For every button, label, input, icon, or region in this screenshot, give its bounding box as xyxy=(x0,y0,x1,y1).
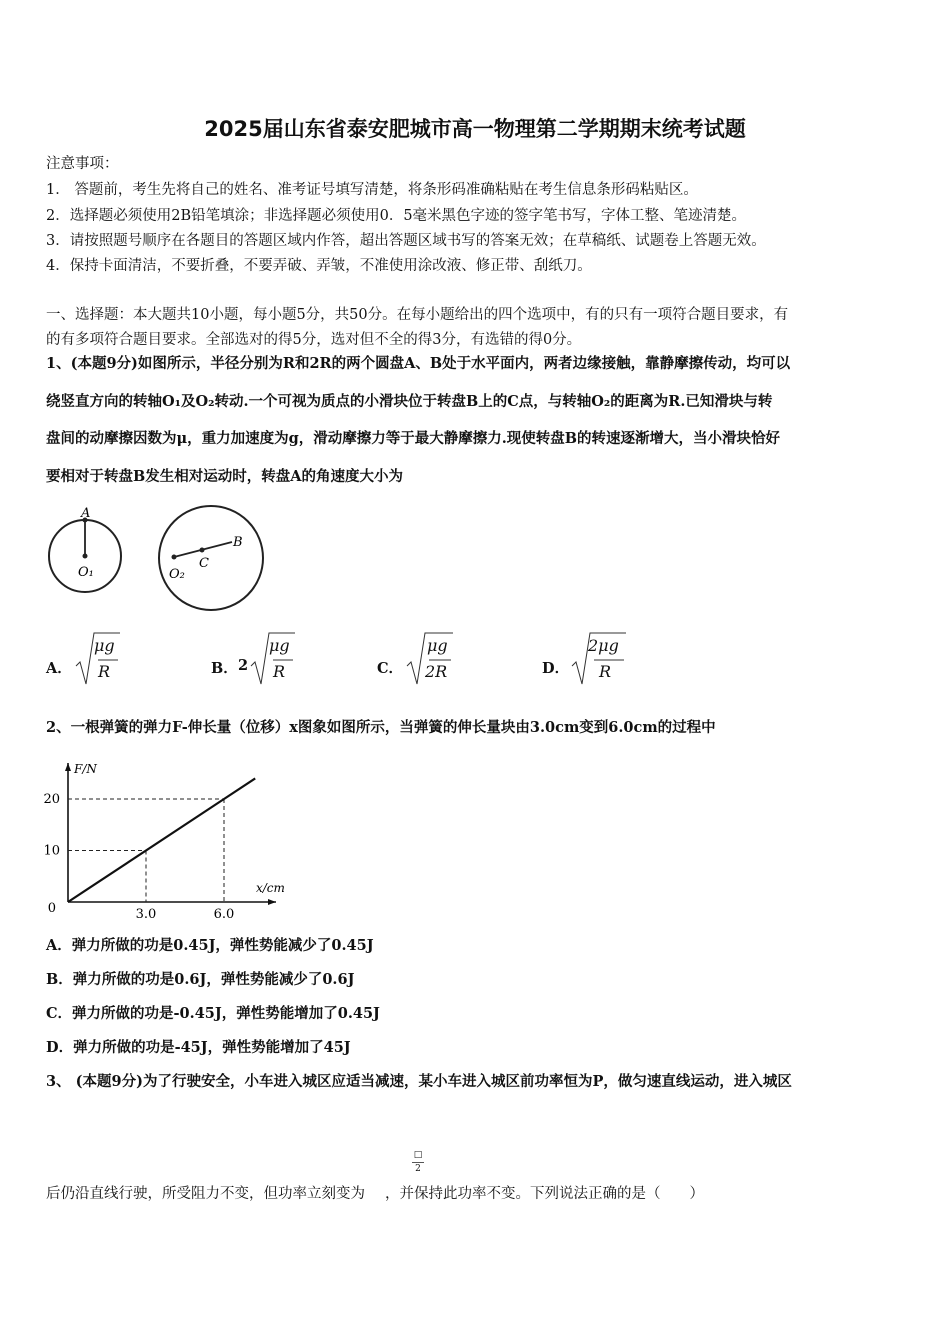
label-O2: O₂ xyxy=(169,567,185,582)
q3-stem-part: ，并保持此功率不变。下列说法正确的是（ ） xyxy=(385,1186,704,1202)
q1-stem: 绕竖直方向的转轴O₁及O₂转动.一个可视为质点的小滑块位于转盘B上的C点，与转轴O₂的距离为R.已知滑块与转 xyxy=(46,393,773,410)
q2-force-extension-chart xyxy=(40,740,330,926)
q1-d-numerator: 2μg xyxy=(588,636,619,655)
q2-option-a[interactable]: A．弹力所做的功是0.45J，弹性势能减少了0.45J xyxy=(46,937,374,954)
q1-option-c[interactable]: C． xyxy=(377,660,404,677)
q3-stem-continued xyxy=(46,1182,704,1203)
q3-stem-part: 后仍沿直线行驶，所受阻力不变，但功率立刻变为 xyxy=(46,1186,365,1202)
page-title: 2025届山东省泰安肥城市高一物理第二学期期末统考试题 xyxy=(204,117,746,141)
origin-label: 0 xyxy=(47,901,56,916)
x-axis-arrow xyxy=(268,899,276,905)
q2-option-c[interactable]: C．弹力所做的功是-0.45J，弹性势能增加了0.45J xyxy=(46,1005,380,1022)
q2-option-d[interactable]: D．弹力所做的功是-45J，弹性势能增加了45J xyxy=(46,1039,351,1056)
q1-stem: 1、(本题9分)如图所示，半径分别为R和2R的两个圆盘A、B处于水平面内，两者边缘接触，靠静摩擦传动，均可以 xyxy=(46,355,791,372)
q1-option-d[interactable]: D． xyxy=(542,660,570,677)
fraction-numerator: □ xyxy=(413,1150,423,1160)
q2-stem: 2、一根弹簧的弹力F-伸长量（位移）x图象如图所示，当弹簧的伸长量块由3.0cm变到6.0cm的过程中 xyxy=(46,719,716,736)
series-line xyxy=(68,778,255,902)
x-tick-label: 3.0 xyxy=(135,907,157,922)
notice-item: 1． 答题前，考生先将自己的姓名、准考证号填写清楚，将条形码准确粘贴在考生信息条形码粘贴区。 xyxy=(46,182,698,198)
x-axis-label: x/cm xyxy=(256,881,285,895)
label-B: B xyxy=(233,535,243,550)
q1-option-b[interactable]: B． 2 xyxy=(211,657,249,677)
x-tick-label: 6.0 xyxy=(213,907,235,922)
q3-power-fraction xyxy=(409,1150,427,1175)
notice-item: 3．请按照题号顺序在各题目的答题区域内作答，超出答题区域书写的答案无效；在草稿纸、试题卷上答题无效。 xyxy=(46,233,766,249)
notice-item: 2．选择题必须使用2B铅笔填涂；非选择题必须使用0．5毫米黑色字迹的签字笔书写，字体工整、笔迹清楚。 xyxy=(46,208,747,224)
label-C: C xyxy=(199,556,209,571)
q1-stem: 要相对于转盘B发生相对运动时，转盘A的角速度大小为 xyxy=(46,468,404,485)
q2-option-b[interactable]: B．弹力所做的功是0.6J，弹性势能减少了0.6J xyxy=(46,971,355,988)
q1-c-numerator: μg xyxy=(427,636,448,655)
y-axis-arrow xyxy=(65,763,71,771)
label-A: A xyxy=(81,506,91,521)
notice-heading: 注意事项： xyxy=(46,156,119,172)
q1-stem: 盘间的动摩擦因数为μ，重力加速度为g，滑动摩擦力等于最大静摩擦力.现使转盘B的转速逐渐增大，当小滑块恰好 xyxy=(46,430,781,447)
section-instructions: 一、选择题：本大题共10小题，每小题5分，共50分。在每小题给出的四个选项中，有的只有一项符合题目要求，有 xyxy=(46,307,789,323)
q1-d-denominator: R xyxy=(599,662,612,681)
y-tick-label: 10 xyxy=(43,843,60,859)
q1-b-denominator: R xyxy=(273,662,286,681)
notice-item: 4．保持卡面清洁，不要折叠，不要弄破、弄皱，不准使用涂改液、修正带、刮纸刀。 xyxy=(46,258,592,274)
label-O1: O₁ xyxy=(78,565,94,580)
q1-a-denominator: R xyxy=(98,662,111,681)
q3-stem: 3、 (本题9分)为了行驶安全，小车进入城区应适当减速，某小车进入城区前功率恒为P，做匀速直线运动，进入城区 xyxy=(46,1073,792,1090)
q1-disks-figure xyxy=(44,500,264,618)
q1-b-numerator: μg xyxy=(269,636,290,655)
section-instructions: 的有多项符合题目要求。全部选对的得5分，选对但不全的得3分，有选错的得0分。 xyxy=(46,332,582,348)
q1-option-a[interactable]: A． xyxy=(46,660,72,677)
fraction-denominator: 2 xyxy=(415,1164,421,1174)
y-axis-label: F/N xyxy=(74,761,97,776)
fraction-bar xyxy=(412,1162,424,1163)
q1-c-denominator: 2R xyxy=(425,662,448,681)
y-tick-label: 20 xyxy=(43,792,60,807)
q1-a-numerator: μg xyxy=(94,636,115,655)
